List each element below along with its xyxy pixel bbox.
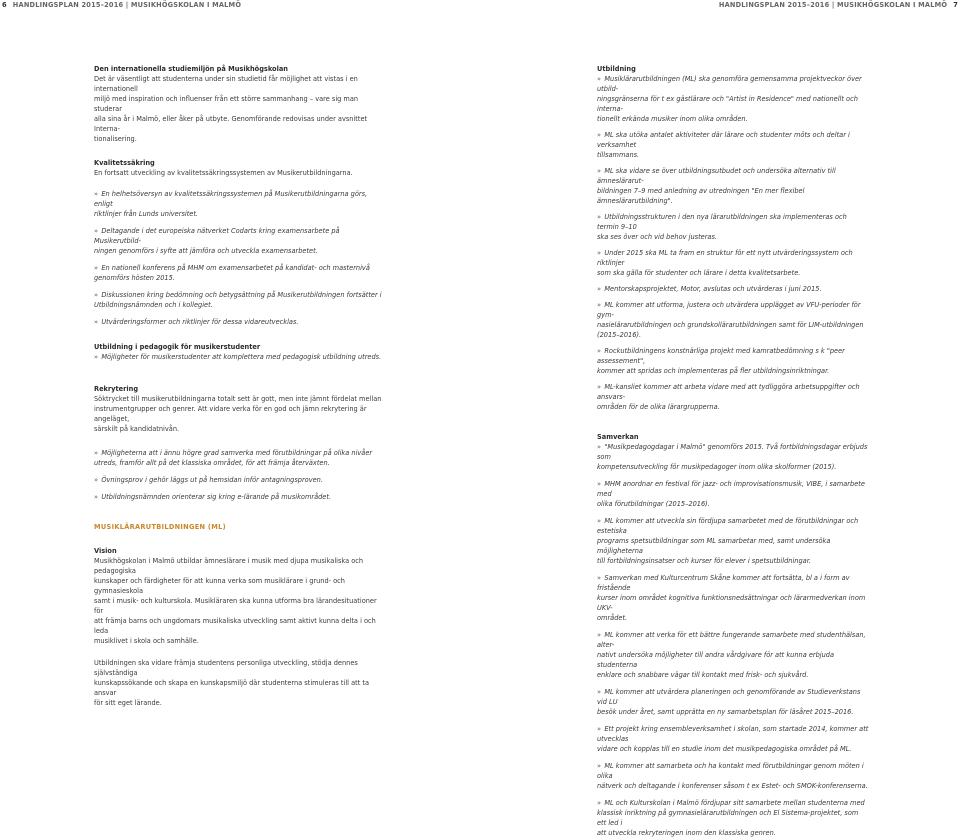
bullet-text: tionellt erkända musiker inom olika områden. (597, 115, 748, 123)
text-line (597, 499, 869, 509)
text-line (94, 352, 382, 362)
bullet-arrow-icon: » (597, 480, 602, 488)
bullet-arrow-icon: » (597, 517, 602, 525)
left-column (94, 64, 382, 708)
bullet-text: Mentorskapsprojektet, Motor, avslutas och utvärderas i juni 2015. (604, 285, 822, 293)
bullet-text: ningsgränserna för t ex gästlärare och "Artist in Residence" med nationellt och interna- (597, 95, 858, 113)
text-line (597, 442, 869, 462)
bullet-arrow-icon: » (94, 353, 99, 361)
bullet-arrow-icon: » (597, 213, 602, 221)
ml-section (94, 522, 382, 708)
bullet-text: programs spetsutbildningar som ML samarbetar med, samt undersöka möjligheterna (597, 537, 831, 555)
text-line (597, 402, 869, 412)
bullet-text: ML kommer att utforma, justera och utvärdera upplägget av VFU-perioder för gym- (597, 301, 861, 319)
bullet-text: klassisk inriktning på gymnasielärarutbildningen och El Sistema-projektet, som ett led i (597, 809, 859, 827)
bullet-text: kurser inom området kognitiva funktionsnedsättningar och lärarmedverkan inom UKV- (597, 594, 866, 612)
vision-heading: Vision (94, 547, 117, 555)
bullet-arrow-icon: » (597, 347, 602, 355)
bullet-arrow-icon: » (597, 249, 602, 257)
text-line (597, 330, 869, 340)
text-line (597, 808, 869, 828)
text-line (597, 74, 869, 94)
text-line (597, 761, 869, 781)
bullet-arrow-icon: » (94, 318, 99, 326)
text-line: Utbildningen ska vidare främja studentens personliga utveckling, stödja dennes självständiga (94, 659, 358, 677)
bullet-text: Utbildningsnämnden och i kollegiet. (94, 301, 213, 309)
bullet-item (94, 263, 382, 283)
bullet-text: nasielärarutbildningen och grundskollärarutbildningen samt för LIM-utbildningen (597, 321, 864, 329)
recruitment-section (94, 384, 382, 502)
bullet-item (94, 189, 382, 219)
bullet-arrow-icon: » (94, 190, 99, 198)
text-line (597, 130, 869, 150)
bullet-text: Utvärderingsformer och riktlinjer för dessa vidareutvecklas. (101, 318, 299, 326)
bullet-item (597, 300, 869, 340)
bullet-text: områden för de olika lärargrupperna. (597, 403, 720, 411)
text-line (597, 479, 869, 499)
text-line: Musikhögskolan i Malmö utbildar ämneslärare i musik med djupa musikaliska och pedagogiska (94, 557, 364, 575)
bullet-arrow-icon: » (597, 167, 602, 175)
text-line (597, 300, 869, 320)
text-line (597, 536, 869, 556)
left-page-number: 6 (2, 1, 7, 9)
text-line: tionalisering. (94, 135, 137, 143)
bullet-text: besök under året, samt upprätta en ny samarbetsplan för läsåret 2015–2016. (597, 708, 854, 716)
bullet-text: Deltagande i det europeiska nätverket Codarts kring examensarbete på Musikerutbild- (94, 227, 340, 245)
bullet-arrow-icon: » (94, 493, 99, 501)
bullet-list (597, 442, 869, 838)
cooperation-section (597, 432, 869, 838)
bullet-arrow-icon: » (597, 301, 602, 309)
right-page-number: 7 (953, 1, 958, 9)
text-line (597, 781, 869, 791)
bullet-item (94, 290, 382, 310)
bullet-text: "Musikpedagogdagar i Malmö" genomförs 2015. Två fortbildningsdagar erbjuds som (597, 443, 868, 461)
bullet-text: ska ses över och vid behov justeras. (597, 233, 717, 241)
text-line (94, 448, 382, 458)
bullet-text: En nationell konferens på MHM om examensarbetet på kandidat- och masternivå (101, 264, 370, 272)
text-line (94, 317, 382, 327)
bullet-arrow-icon: » (94, 291, 99, 299)
bullet-text: Möjligheter för musikerstudenter att komplettera med pedagogisk utbildning utreds. (101, 353, 382, 361)
text-line: musiklivet i skola och samhälle. (94, 637, 199, 645)
left-header-title: HANDLINGSPLAN 2015–2016 | MUSIKHÖGSKOLAN I MALMÖ (12, 1, 242, 9)
bullet-text: ningen genomförs i syfte att jämföra och utveckla examensarbetet. (94, 247, 318, 255)
bullet-text: vidare och kopplas till en studie inom det musikpedagogiska området på ML. (597, 745, 852, 753)
text-line (597, 366, 869, 376)
bullet-item (597, 74, 869, 124)
bullet-item (94, 448, 382, 468)
intro-section (94, 64, 382, 144)
bullet-text: ML och Kulturskolan i Malmö fördjupar sitt samarbete mellan studenterna med (604, 799, 865, 807)
bullet-text: ML kommer att samarbeta och ha kontakt med förutbildningar genom möten i olika (597, 762, 864, 780)
bullet-text: utreds, framför allt på det klassiska området, för att främja återväxten. (94, 459, 330, 467)
bullet-text: Ett projekt kring ensembleverksamhet i skolan, som startade 2014, kommer att utvecklas (597, 725, 869, 743)
bullet-text: ML kommer att utveckla sin fördjupa samarbetet med de förutbildningar och estetiska (597, 517, 859, 535)
text-line: samt i musik- och kulturskola. Musikläraren ska kunna utforma bra lärandesituationer för (94, 597, 377, 615)
text-line (597, 320, 869, 330)
bullet-item (597, 630, 869, 680)
text-line: Det är väsentligt att studenterna under sin studietid får möjlighet att vistas i en internationell (94, 75, 358, 93)
bullet-text: Möjligheterna att i ännu högre grad samverka med förutbildningar på olika nivåer (101, 449, 373, 457)
text-line: för sitt eget lärande. (94, 699, 162, 707)
right-header-title: HANDLINGSPLAN 2015–2016 | MUSIKHÖGSKOLAN I MALMÖ (718, 1, 948, 9)
text-line (94, 273, 382, 283)
text-line (597, 284, 869, 294)
bullet-arrow-icon: » (94, 264, 99, 272)
bullet-arrow-icon: » (94, 476, 99, 484)
section-heading: Kvalitetssäkring (94, 159, 155, 167)
text-line (597, 573, 869, 593)
bullet-text: genomförs hösten 2015. (94, 274, 175, 282)
text-line: alla sina år i Malmö, eller åker på utbyte. Genomförande redovisas under avsnittet Interna- (94, 115, 368, 133)
bullet-arrow-icon: » (597, 574, 602, 582)
text-line: miljö med inspiration och influenser från ett större sammanhang – vare sig man studerar (94, 95, 359, 113)
text-line (597, 613, 869, 623)
bullet-text: kommer att spridas och implementeras på fler utbildningsinriktningar. (597, 367, 830, 375)
bullet-list (94, 189, 382, 327)
text-line (597, 516, 869, 536)
bullet-text: En helhetsöversyn av kvalitetssäkringssystemen på Musikerutbildningarna görs, enligt (94, 190, 368, 208)
text-line: Söktrycket till musikerutbildningarna totalt sett är gott, men inte jämnt fördelat mellan (94, 395, 382, 403)
text-line (94, 300, 382, 310)
text-line: kunskapssökande och skapa en kunskapsmiljö där studenterna stimuleras till att ta ansvar (94, 679, 370, 697)
text-line (94, 189, 382, 209)
paragraph (94, 658, 382, 708)
text-line (94, 475, 382, 485)
text-line (597, 556, 869, 566)
text-line: instrumentgrupper och genrer. Att vidare verka för en god och jämn rekrytering är angeläget, (94, 405, 367, 423)
text-line (597, 248, 869, 268)
text-line (94, 226, 382, 246)
bullet-arrow-icon: » (597, 762, 602, 770)
text-line (597, 650, 869, 670)
bullet-item (597, 166, 869, 206)
bullet-item (94, 492, 382, 502)
text-line (597, 186, 869, 206)
bullet-arrow-icon: » (94, 449, 99, 457)
bullet-arrow-icon: » (597, 285, 602, 293)
text-line (597, 94, 869, 114)
bullet-item (597, 761, 869, 791)
text-line (597, 346, 869, 366)
text-line (597, 166, 869, 186)
text-line (597, 593, 869, 613)
text-line (597, 462, 869, 472)
bullet-text: ML kommer att verka för ett bättre fungerande samarbete med studenthälsan, alter- (597, 631, 866, 649)
text-line: att främja barns och ungdomars musikaliska utveckling samt aktivt kunna delta i och leda (94, 617, 376, 635)
text-line (94, 290, 382, 300)
text-line (94, 458, 382, 468)
text-line (597, 232, 869, 242)
text-line (597, 798, 869, 808)
section-heading: Den internationella studiemiljön på Musikhögskolan (94, 65, 288, 73)
bullet-item (597, 284, 869, 294)
bullet-item (597, 479, 869, 509)
text-line (597, 150, 869, 160)
text-line: särskilt på kandidatnivån. (94, 425, 180, 433)
bullet-text: nativt undersöka möjligheter till andra vårdgivare för att kunna erbjuda studenterna (597, 651, 835, 669)
text-line (597, 828, 869, 838)
bullet-text: olika förutbildningar (2015–2016). (597, 500, 710, 508)
text-line (94, 492, 382, 502)
section-heading: Samverkan (597, 433, 639, 441)
bullet-arrow-icon: » (597, 725, 602, 733)
text-line (597, 114, 869, 124)
bullet-text: enklare och snabbare vägar till kontakt med frisk- och sjukvård. (597, 671, 809, 679)
bullet-text: Musiklärarutbildningen (ML) ska genomföra gemensamma projektveckor över utbild- (597, 75, 862, 93)
bullet-text: Utbildningsstrukturen i den nya lärarutbildningen ska implementeras och termin 9–10 (597, 213, 847, 231)
quality-section (94, 158, 382, 327)
text-line (94, 209, 382, 219)
text-line (597, 268, 869, 278)
bullet-arrow-icon: » (597, 688, 602, 696)
text-line (94, 263, 382, 273)
bullet-item (597, 724, 869, 754)
text-line (597, 724, 869, 744)
education-section (597, 64, 869, 412)
bullet-text: Utbildningsnämnden orienterar sig kring e-lärande på musikområdet. (101, 493, 332, 501)
bullet-arrow-icon: » (94, 227, 99, 235)
bullet-text: (2015–2016). (597, 331, 642, 339)
bullet-arrow-icon: » (597, 131, 602, 139)
bullet-list (94, 448, 382, 502)
bullet-text: att utveckla rekryteringen inom den klassiska genren. (597, 829, 776, 837)
text-line (94, 246, 382, 256)
bullet-list (94, 352, 382, 362)
bullet-text: ML-kansliet kommer att arbeta vidare med att tydliggöra arbetsuppgifter och ansvars- (597, 383, 860, 401)
text-line (597, 382, 869, 402)
bullet-text: ML ska utöka antalet aktiviteter där lärare och studenter möts och deltar i verksamhet (597, 131, 850, 149)
section-heading: Utbildning (597, 65, 636, 73)
bullet-arrow-icon: » (597, 443, 602, 451)
bullet-text: ML ska vidare se över utbildningsutbudet och undersöka alternativ till ämneslärarut- (597, 167, 836, 185)
bullet-text: Diskussionen kring bedömning och betygsättning på Musikerutbildningen fortsätter i (101, 291, 382, 299)
bullet-list (597, 74, 869, 412)
ml-section-heading: MUSIKLÄRARUTBILDNINGEN (ML) (94, 523, 226, 531)
bullet-item (597, 346, 869, 376)
bullet-text: riktlinjer från Lunds universitet. (94, 210, 199, 218)
right-page-header (719, 0, 958, 10)
bullet-item (597, 248, 869, 278)
text-line (597, 670, 869, 680)
bullet-item (94, 352, 382, 362)
bullet-text: Övningsprov i gehör läggs ut på hemsidan inför antagningsproven. (101, 476, 323, 484)
paragraph (94, 74, 382, 144)
bullet-text: till fortbildningsinsatser och kurser för elever i spetsutbildningar. (597, 557, 811, 565)
bullet-text: området. (597, 614, 628, 622)
bullet-item (597, 516, 869, 566)
paragraph (94, 394, 382, 434)
bullet-item (94, 475, 382, 485)
text-line: kunskaper och färdigheter för att kunna verka som musiklärare i grund- och gymnasieskola (94, 577, 345, 595)
bullet-item (94, 226, 382, 256)
bullet-item (597, 212, 869, 242)
bullet-item (94, 317, 382, 327)
left-page-header (2, 0, 241, 10)
bullet-item (597, 798, 869, 838)
bullet-item (597, 442, 869, 472)
bullet-text: som ska gälla för studenter och lärare i detta kvalitetsarbete. (597, 269, 801, 277)
bullet-arrow-icon: » (597, 75, 602, 83)
bullet-text: Rockutbildningens konstnärliga projekt med kamratbedömning s k "peer assessement", (597, 347, 845, 365)
bullet-text: ML kommer att utvärdera planeringen och genomförande av Studieverkstans vid LU (597, 688, 861, 706)
section-heading: Rekrytering (94, 385, 139, 393)
right-column (597, 64, 869, 838)
text-line (597, 212, 869, 232)
bullet-text: nätverk och deltagande i konferenser såsom t ex Estet- och SMOK-konferenserna. (597, 782, 868, 790)
bullet-item (597, 130, 869, 160)
bullet-text: Samverkan med Kulturcentrum Skåne kommer att fortsätta, bl a i form av fristående (597, 574, 850, 592)
paragraph: En fortsatt utveckling av kvalitetssäkringssystemen av Musikerutbildningarna. (94, 169, 353, 177)
bullet-text: tillsammans. (597, 151, 640, 159)
bullet-text: Under 2015 ska ML ta fram en struktur för ett nytt utvärderingssystem och riktlinjer (597, 249, 853, 267)
pedagogy-section (94, 342, 382, 362)
text-line (597, 707, 869, 717)
text-line (597, 687, 869, 707)
text-line (597, 630, 869, 650)
bullet-item (597, 573, 869, 623)
bullet-text: MHM anordnar en festival för jazz- och improvisationsmusik, VIBE, i samarbete med (597, 480, 865, 498)
bullet-text: kompetensutveckling för musikpedagoger inom olika skolformer (2015). (597, 463, 837, 471)
bullet-text: bildningen 7–9 med anledning av utredningen "En mer flexibel ämneslärarutbildning". (597, 187, 805, 205)
paragraph (94, 556, 382, 646)
section-heading: Utbildning i pedagogik för musikerstudenter (94, 343, 261, 351)
bullet-arrow-icon: » (597, 799, 602, 807)
bullet-arrow-icon: » (597, 631, 602, 639)
bullet-arrow-icon: » (597, 383, 602, 391)
text-line (597, 744, 869, 754)
bullet-item (597, 382, 869, 412)
bullet-item (597, 687, 869, 717)
